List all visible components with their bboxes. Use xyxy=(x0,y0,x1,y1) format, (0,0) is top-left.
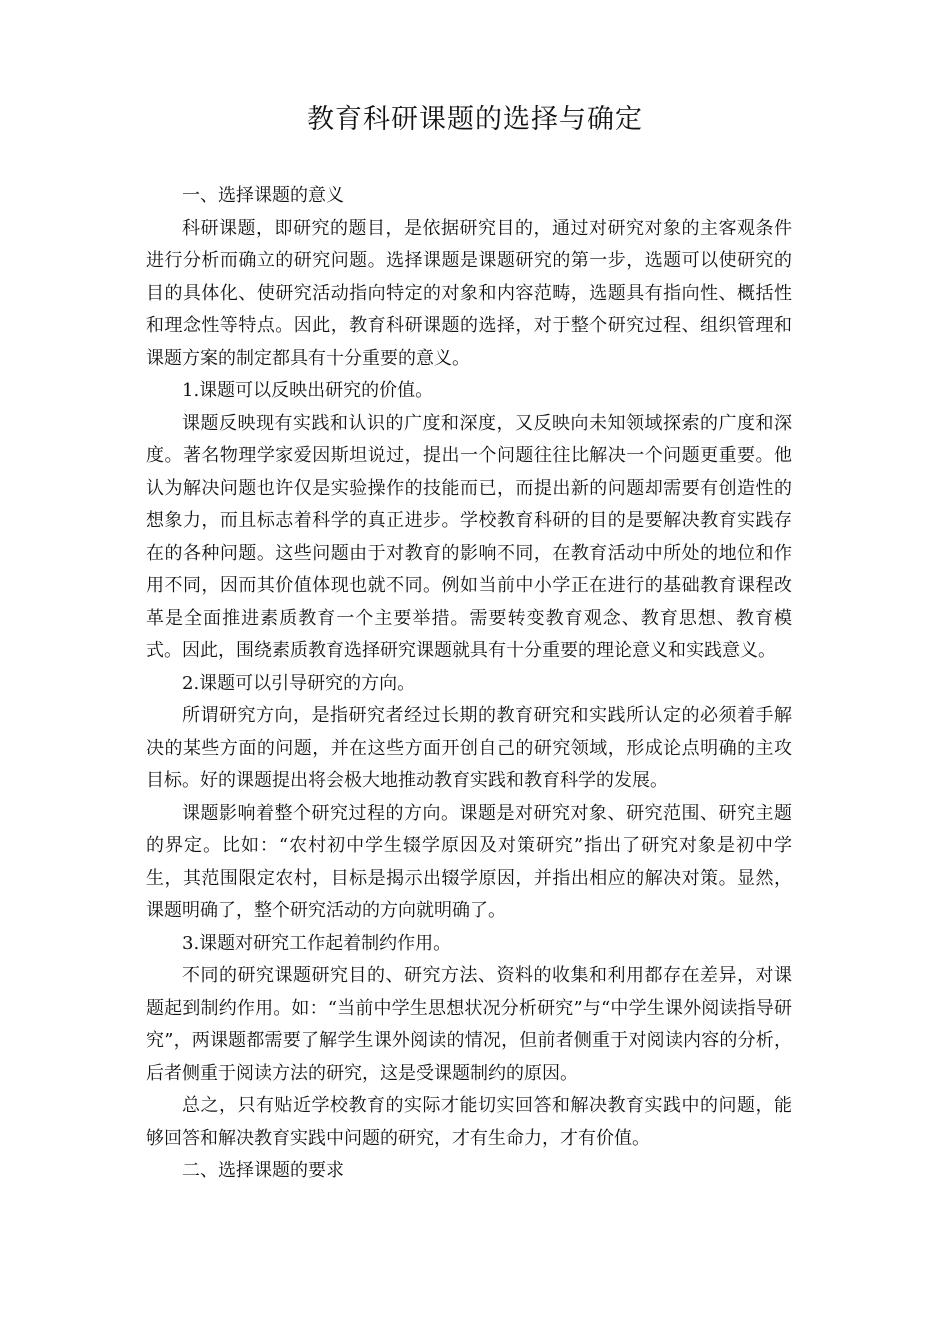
subheading-1: 1.课题可以反映出研究的价值。 xyxy=(182,380,434,401)
document-body xyxy=(146,180,792,1188)
section-heading-2: 二、选择课题的要求 xyxy=(182,1160,344,1181)
paragraph-definition: 科研课题，即研究的题目，是依据研究目的，通过对研究对象的主客观条件进行分析而确立的研究问题。选择课题是课题研究的第一步，选题可以使研究的目的具体化、使研究活动指向特定的对象和内容范畴，选题具有指向性、概括性和理念性等特点。因此，教育科研课题的选择，对于整个研究过程、组织管理和课题方案的制定都具有十分重要的意义。 xyxy=(146,217,792,369)
paragraph-process-direction: 课题影响着整个研究过程的方向。课题是对研究对象、研究范围、研究主题的界定。比如：“农村初中学生辍学原因及对策研究”指出了研究对象是初中学生，其范围限定农村，目标是揭示出辍学原因，并指出相应的解决对策。显然，课题明确了，整个研究活动的方向就明确了。 xyxy=(146,802,792,921)
paragraph-direction: 所谓研究方向，是指研究者经过长期的教育研究和实践所认定的必须着手解决的某些方面的问题，并在这些方面开创自己的研究领域，形成论点明确的主攻目标。好的课题提出将会极大地推动教育实践和教育科学的发展。 xyxy=(146,705,792,791)
document-title: 教育科研课题的选择与确定 xyxy=(307,104,643,135)
subheading-3: 3.课题对研究工作起着制约作用。 xyxy=(182,932,452,954)
paragraph-constraint: 不同的研究课题研究目的、研究方法、资料的收集和利用都存在差异，对课题起到制约作用。如：“当前中学生思想状况分析研究”与“中学生课外阅读指导研究”，两课题都需要了解学生课外阅读的情况，但前者侧重于对阅读内容的分析，后者侧重于阅读方法的研究，这是受课题制约的原因。 xyxy=(146,965,792,1084)
paragraph-value: 课题反映现有实践和认识的广度和深度，又反映向未知领域探索的广度和深度。著名物理学家爱因斯坦说过，提出一个问题往往比解决一个问题更重要。他认为解决问题也许仅是实验操作的技能而已，而提出新的问题却需要有创造性的想象力，而且标志着科学的真正进步。学校教育科研的目的是要解决教育实践存在的各种问题。这些问题由于对教育的影响不同，在教育活动中所处的地位和作用不同，因而其价值体现也就不同。例如当前中小学正在进行的基础教育课程改革是全面推进素质教育一个主要举措。需要转变教育观念、教育思想、教育模式。因此，围绕素质教育选择研究课题就具有十分重要的理论意义和实践意义。 xyxy=(146,412,792,661)
section-heading-1: 一、选择课题的意义 xyxy=(182,185,344,206)
paragraph-summary: 总之，只有贴近学校教育的实际才能切实回答和解决教育实践中的问题，能够回答和解决教育实践中问题的研究，才有生命力，才有价值。 xyxy=(146,1095,792,1149)
subheading-2: 2.课题可以引导研究的方向。 xyxy=(182,672,416,694)
